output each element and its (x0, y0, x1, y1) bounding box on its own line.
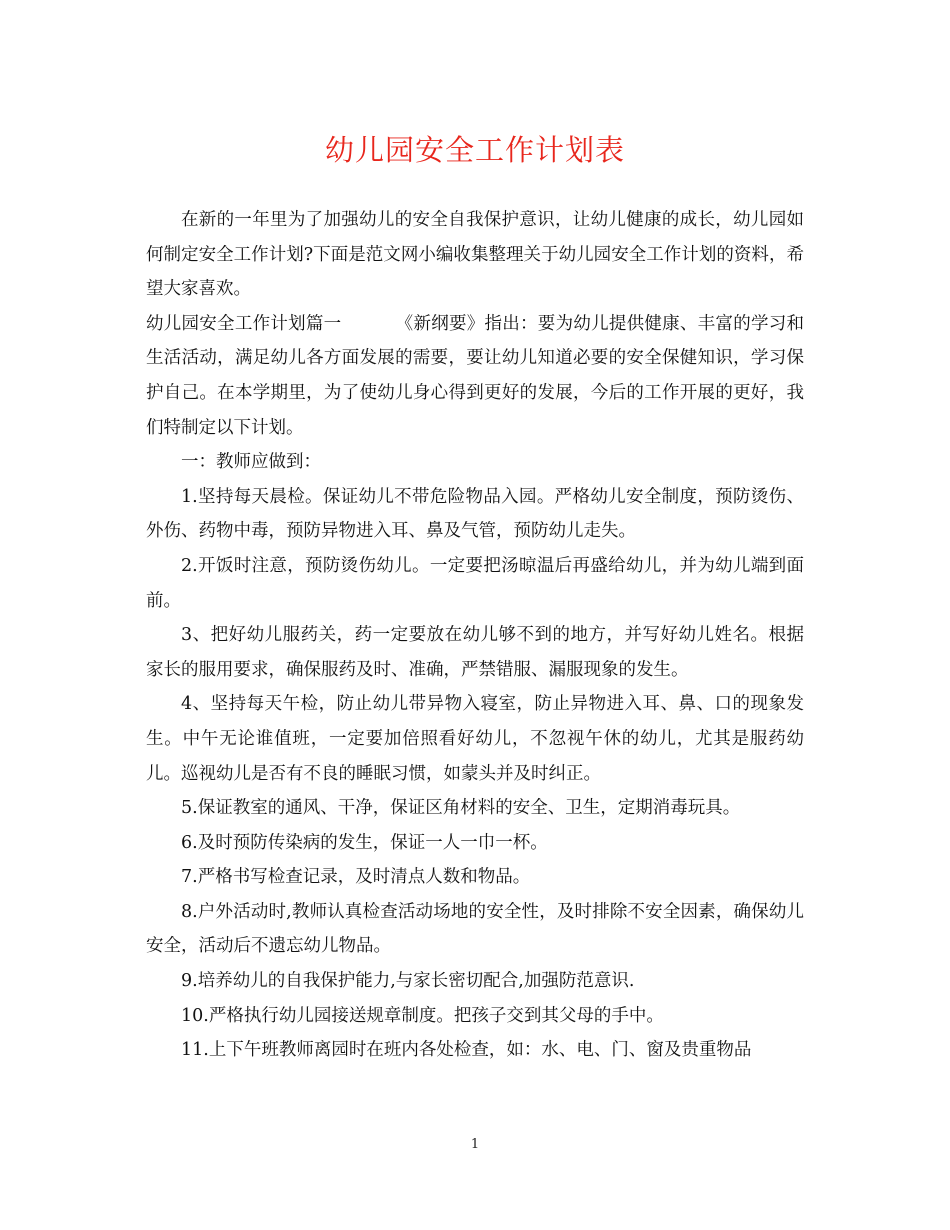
list-item: 4、坚持每天午检，防止幼儿带异物入寝室，防止异物进入耳、鼻、口的现象发生。中午无论谁值班，一定要加倍照看好幼儿，不忽视午休的幼儿，尤其是服药幼儿。巡视幼儿是否有不良的睡眠习惯，如蒙头并及时纠正。 (146, 694, 804, 784)
list-item: 1.坚持每天晨检。保证幼儿不带危险物品入园。严格幼儿安全制度，预防烫伤、外伤、药物中毒，预防异物进入耳、鼻及气管，预防幼儿走失。 (146, 486, 804, 542)
list-item: 2.开饭时注意，预防烫伤幼儿。一定要把汤晾温后再盛给幼儿，并为幼儿端到面前。 (146, 555, 804, 611)
list-item: 8.户外活动时,教师认真检查活动场地的安全性，及时排除不安全因素，确保幼儿安全，活动后不遗忘幼儿物品。 (146, 901, 804, 957)
section-label: 幼儿园安全工作计划篇一 (146, 313, 342, 334)
list-item: 6.及时预防传染病的发生，保证一人一巾一杯。 (181, 832, 548, 853)
list-item: 5.保证教室的通风、干净，保证区角材料的安全、卫生，定期消毒玩具。 (181, 798, 741, 819)
heading-teachers: 一：教师应做到： (181, 452, 321, 473)
page-number: 1 (470, 1137, 480, 1152)
list-item: 3、把好幼儿服药关，药一定要放在幼儿够不到的地方，并写好幼儿姓名。根据家长的服用要求，确保服药及时、准确，严禁错服、漏服现象的发生。 (146, 625, 804, 680)
section-text: 《新纲要》指出：要为幼儿提供健康、丰富的学习和生活活动，满足幼儿各方面发展的需要，要让幼儿知道必要的安全保健知识，学习保护自己。在本学期里，为了使幼儿身心得到更好的发展，今后的工作开展的更好，我们特制定以下计划。 (146, 313, 805, 438)
document-body (146, 203, 804, 1068)
section-paragraph (146, 307, 804, 445)
list-item: 9.培养幼儿的自我保护能力,与家长密切配合,加强防范意识. (181, 971, 635, 992)
document-title: 幼儿园安全工作计划表 (324, 133, 625, 167)
list-item: 10.严格执行幼儿园接送规章制度。把孩子交到其父母的手中。 (181, 1005, 664, 1026)
list-item: 7.严格书写检查记录，及时清点人数和物品。 (181, 867, 531, 888)
list-item: 11.上下午班教师离园时在班内各处检查，如：水、电、门、窗及贵重物品 (181, 1040, 752, 1061)
intro-paragraph: 在新的一年里为了加强幼儿的安全自我保护意识，让幼儿健康的成长，幼儿园如何制定安全工作计划?下面是范文网小编收集整理关于幼儿园安全工作计划的资料，希望大家喜欢。 (146, 210, 804, 300)
